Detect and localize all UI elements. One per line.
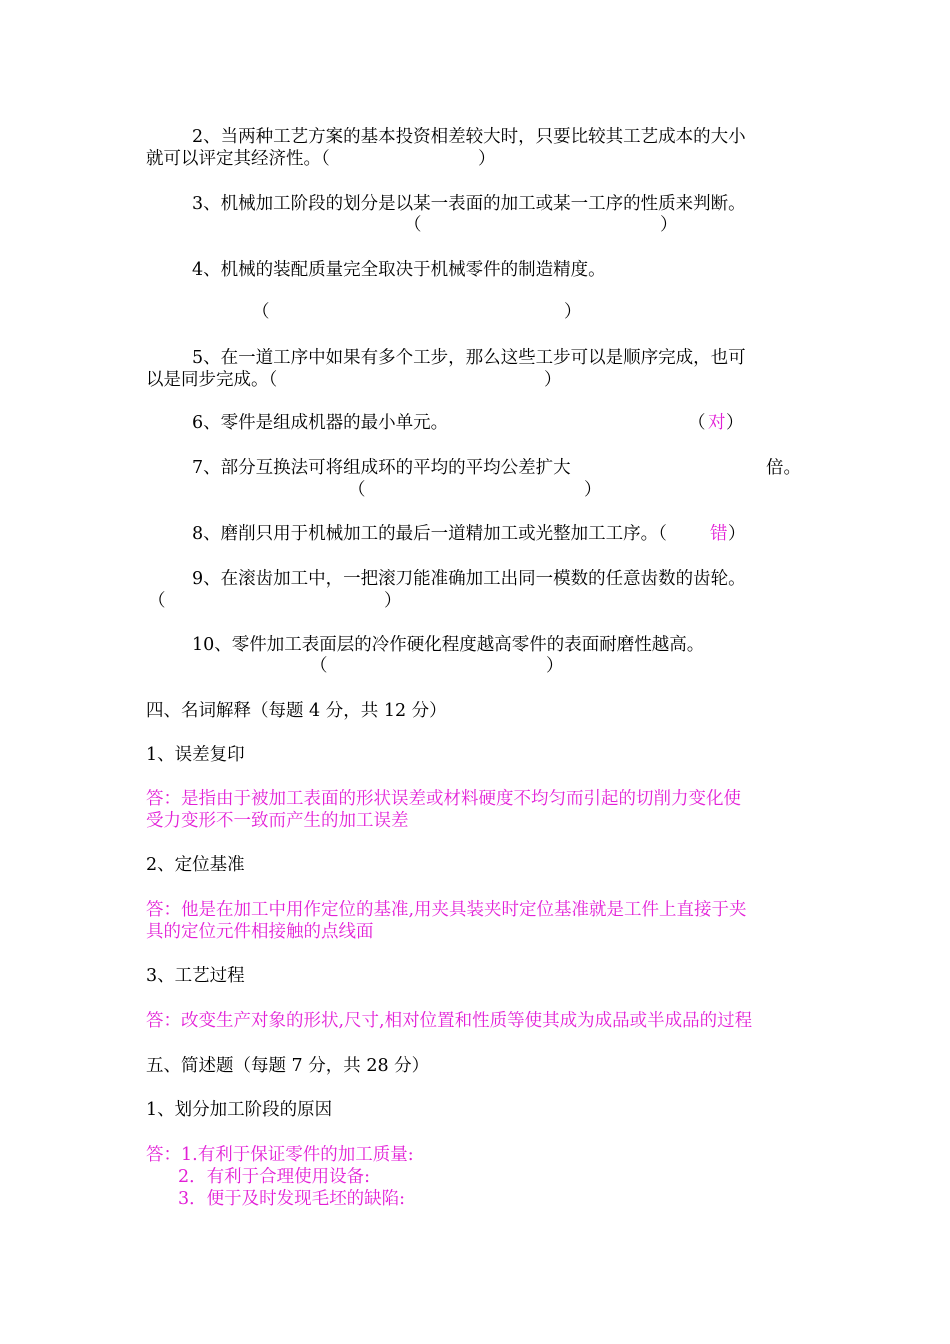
question-6-line-1: 6、零件是组成机器的最小单元。 bbox=[192, 413, 449, 433]
question-5-bracket-close: ） bbox=[544, 370, 562, 390]
question-4-bracket-open: （ bbox=[252, 302, 270, 322]
question-7-line-1: 7、部分互换法可将组成环的平均的平均公差扩大 bbox=[192, 458, 571, 478]
section-4-heading: 四、名词解释（每题 4 分，共 12 分） bbox=[146, 701, 447, 721]
short-answer-1-line-2: 2．有利于合理使用设备: bbox=[178, 1167, 371, 1187]
term-2-answer-line-1: 答：他是在加工中用作定位的基准,用夹具装夹时定位基准就是工件上直接于夹 bbox=[146, 900, 747, 920]
section-5-heading: 五、简述题（每题 7 分，共 28 分） bbox=[146, 1056, 430, 1076]
question-3-bracket-open: （ bbox=[404, 215, 422, 235]
question-3-bracket-close: ） bbox=[660, 215, 678, 235]
question-6-bracket-open: （ bbox=[688, 413, 706, 433]
question-2-line-1: 2、当两种工艺方案的基本投资相差较大时，只要比较其工艺成本的大小 bbox=[192, 127, 746, 147]
question-7-bracket-close: ） bbox=[584, 480, 602, 500]
question-10-line-1: 10、零件加工表面层的冷作硬化程度越高零件的表面耐磨性越高。 bbox=[192, 635, 705, 655]
term-3-answer-line-1: 答：改变生产对象的形状,尺寸,相对位置和性质等使其成为成品或半成品的过程 bbox=[146, 1011, 753, 1031]
question-9-bracket-open: （ bbox=[148, 591, 166, 611]
term-2-answer-line-2: 具的定位元件相接触的点线面 bbox=[146, 922, 374, 942]
question-4-bracket-close: ） bbox=[564, 302, 582, 322]
term-1-answer-line-2: 受力变形不一致而产生的加工误差 bbox=[146, 811, 409, 831]
question-4-line-1: 4、机械的装配质量完全取决于机械零件的制造精度。 bbox=[192, 260, 606, 280]
question-8-line-1: 8、磨削只用于机械加工的最后一道精加工或光整加工工序。（ bbox=[192, 524, 667, 544]
term-2-title: 2、定位基准 bbox=[146, 855, 245, 875]
question-5-line-2: 以是同步完成。（ bbox=[146, 370, 278, 390]
question-9-line-1: 9、在滚齿加工中，一把滚刀能准确加工出同一模数的任意齿数的齿轮。 bbox=[192, 569, 746, 589]
question-2-bracket-close: ） bbox=[478, 149, 496, 169]
question-5-line-1: 5、在一道工序中如果有多个工步，那么这些工步可以是顺序完成，也可 bbox=[192, 348, 746, 368]
short-answer-1-line-3: 3．便于及时发现毛坯的缺陷: bbox=[178, 1189, 406, 1209]
question-10-bracket-close: ） bbox=[546, 656, 564, 676]
term-1-title: 1、误差复印 bbox=[146, 745, 245, 765]
question-9-bracket-close: ） bbox=[384, 591, 402, 611]
short-answer-1-line-1: 答：1.有利于保证零件的加工质量: bbox=[146, 1145, 414, 1165]
question-8-answer: 错 bbox=[710, 524, 728, 544]
question-7-tail: 倍。 bbox=[766, 458, 801, 478]
term-1-answer-line-1: 答：是指由于被加工表面的形状误差或材料硬度不均匀而引起的切削力变化使 bbox=[146, 789, 741, 809]
question-8-bracket-close: ） bbox=[728, 524, 746, 544]
question-6-bracket-close: ） bbox=[726, 413, 744, 433]
question-3-line-1: 3、机械加工阶段的划分是以某一表面的加工或某一工序的性质来判断。 bbox=[192, 194, 746, 214]
question-10-bracket-open: （ bbox=[310, 656, 328, 676]
question-7-bracket-open: （ bbox=[348, 480, 366, 500]
question-2-line-2: 就可以评定其经济性。（ bbox=[146, 149, 330, 169]
question-6-answer: 对 bbox=[708, 413, 726, 433]
short-answer-1-title: 1、划分加工阶段的原因 bbox=[146, 1100, 333, 1120]
term-3-title: 3、工艺过程 bbox=[146, 966, 245, 986]
